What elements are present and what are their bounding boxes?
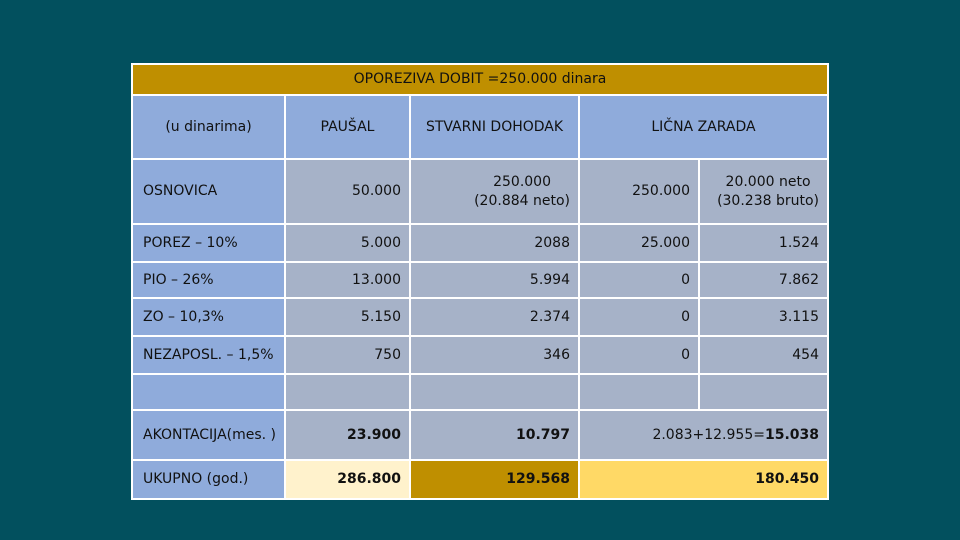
cell-pio-licna-a: 0 [580, 263, 698, 297]
cell-akontacija-pausal: 23.900 [286, 411, 409, 459]
header-unit: (u dinarima) [133, 96, 284, 158]
cell-osnovica-licna-a: 250.000 [580, 160, 698, 223]
cell-empty-pausal [286, 375, 409, 409]
cell-empty-licna-b [700, 375, 827, 409]
cell-osnovica-licna-b: 20.000 neto (30.238 bruto) [700, 160, 827, 223]
cell-porez-licna-b: 1.524 [700, 225, 827, 261]
header-licna-zarada: LIČNA ZARADA [580, 96, 827, 158]
tax-comparison-table [131, 63, 829, 500]
cell-empty-licna-a [580, 375, 698, 409]
cell-empty-stvarni [411, 375, 578, 409]
row-label-porez: POREZ – 10% [133, 225, 284, 261]
cell-ukupno-pausal: 286.800 [286, 461, 409, 498]
cell-zo-pausal: 5.150 [286, 299, 409, 335]
header-pausal: PAUŠAL [286, 96, 409, 158]
cell-nezaposl-pausal: 750 [286, 337, 409, 373]
row-label-ukupno: UKUPNO (god.) [133, 461, 284, 498]
row-label-empty [133, 375, 284, 409]
cell-zo-licna-b: 3.115 [700, 299, 827, 335]
cell-ukupno-stvarni: 129.568 [411, 461, 578, 498]
cell-pio-pausal: 13.000 [286, 263, 409, 297]
cell-akontacija-licna: 2.083+12.955= 15.038 [580, 411, 827, 459]
cell-osnovica-pausal: 50.000 [286, 160, 409, 223]
cell-nezaposl-stvarni: 346 [411, 337, 578, 373]
cell-porez-stvarni: 2088 [411, 225, 578, 261]
row-label-osnovica: OSNOVICA [133, 160, 284, 223]
table-title [133, 65, 827, 94]
title-value: 250.000 dinara [499, 71, 607, 88]
title-prefix: OPOREZIVA DOBIT = [353, 71, 500, 88]
cell-zo-licna-a: 0 [580, 299, 698, 335]
row-label-zo: ZO – 10,3% [133, 299, 284, 335]
cell-zo-stvarni: 2.374 [411, 299, 578, 335]
cell-pio-stvarni: 5.994 [411, 263, 578, 297]
row-label-nezaposl: NEZAPOSL. – 1,5% [133, 337, 284, 373]
cell-nezaposl-licna-b: 454 [700, 337, 827, 373]
cell-akontacija-stvarni: 10.797 [411, 411, 578, 459]
row-label-pio: PIO – 26% [133, 263, 284, 297]
header-stvarni-dohodak: STVARNI DOHODAK [411, 96, 578, 158]
cell-osnovica-stvarni: 250.000 (20.884 neto) [411, 160, 578, 223]
cell-porez-licna-a: 25.000 [580, 225, 698, 261]
cell-porez-pausal: 5.000 [286, 225, 409, 261]
cell-ukupno-licna: 180.450 [580, 461, 827, 498]
row-label-akontacija: AKONTACIJA(mes. ) [133, 411, 284, 459]
cell-nezaposl-licna-a: 0 [580, 337, 698, 373]
cell-pio-licna-b: 7.862 [700, 263, 827, 297]
